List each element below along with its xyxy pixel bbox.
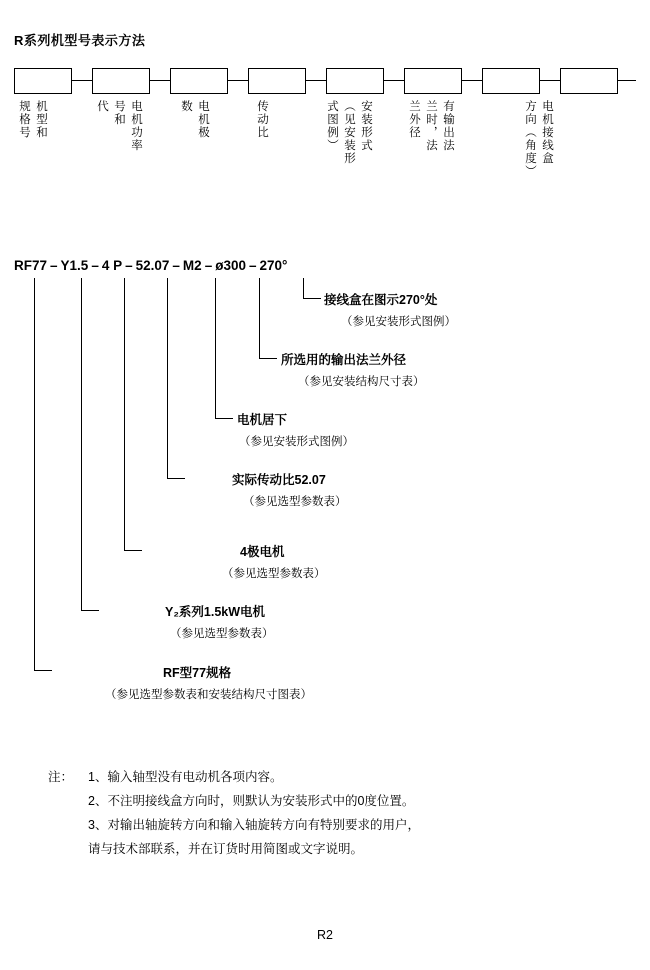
- structure-box-6: [404, 68, 462, 94]
- column-label-1: [14, 100, 48, 139]
- column-label-2: [92, 100, 143, 152]
- column-label-6: [404, 100, 455, 152]
- column-label-6-line-1: 有输出法: [442, 100, 454, 152]
- column-label-1-line-1: 机型和: [35, 100, 47, 139]
- structure-box-3: [170, 68, 228, 94]
- leader-terminal-horizontal: [303, 298, 321, 299]
- note-2-body: 不注明接线盒方向时，则默认为安装形式中的0度位置。: [107, 794, 415, 808]
- annotation-power-sub: （参见选型参数表）: [170, 628, 274, 640]
- code-segment-terminal: 270°: [259, 258, 288, 273]
- annotation-terminal-main: 接线盒在图示270°处: [324, 293, 438, 307]
- leader-poles-vertical: [124, 278, 125, 550]
- leader-poles-horizontal: [124, 550, 142, 551]
- column-label-2-line-3: 代: [96, 100, 108, 113]
- note-2-number: 2、: [88, 794, 108, 808]
- column-label-2-line-1: 电机功率: [130, 100, 142, 152]
- leader-model-vertical: [34, 278, 35, 670]
- code-separator-1: –: [50, 258, 58, 273]
- leader-ratio-vertical: [167, 278, 168, 478]
- note-2-row: [48, 789, 420, 813]
- column-label-6-line-3: 兰外径: [408, 100, 420, 139]
- leader-flange-horizontal: [259, 358, 277, 359]
- notes-label: 注：: [48, 770, 74, 784]
- code-separator-6: –: [248, 258, 257, 273]
- column-label-3: [176, 100, 210, 139]
- structure-box-7: [482, 68, 540, 94]
- notes-block: [48, 765, 420, 861]
- column-label-4-line-1: 传动比: [256, 100, 268, 139]
- annotation-model-sub: （参见选型参数表和安装结构尺寸图表）: [105, 689, 312, 701]
- code-structure-boxes: [14, 68, 636, 94]
- code-segment-mounting: M2: [182, 258, 202, 273]
- column-label-4: [252, 100, 269, 139]
- structure-box-4: [248, 68, 306, 94]
- notes-label-row: [48, 765, 420, 789]
- leader-mounting-vertical: [215, 278, 216, 418]
- annotation-terminal-sub: （参见安装形式图例）: [341, 316, 456, 328]
- code-segment-power: Y1.5: [60, 258, 89, 273]
- structure-box-8: [560, 68, 618, 94]
- column-label-5-line-3: 式图例）: [326, 100, 338, 152]
- annotation-flange-main: 所选用的输出法兰外径: [281, 353, 407, 367]
- column-label-1-line-2: 规格号: [18, 100, 30, 139]
- column-label-5-line-2: （见安装形: [343, 100, 355, 165]
- note-1-text: [88, 765, 282, 789]
- annotation-model-main: RF型77规格: [163, 666, 232, 680]
- note-1-body: 输入轴型没有电动机各项内容。: [107, 770, 283, 784]
- code-separator-5: –: [204, 258, 213, 273]
- note-2-text: [88, 789, 414, 813]
- annotation-poles-sub: （参见选型参数表）: [222, 568, 326, 580]
- note-3-spacer: [48, 813, 88, 837]
- code-segment-ratio: 52.07: [135, 258, 170, 273]
- leader-ratio-horizontal: [167, 478, 185, 479]
- note-3-body: 对输出轴旋转方向和输入轴旋转方向有特别要求的用户，: [107, 818, 420, 832]
- structure-box-5: [326, 68, 384, 94]
- annotation-flange-sub: （参见安装结构尺寸表）: [298, 376, 425, 388]
- column-label-3-line-2: 数: [180, 100, 192, 113]
- column-label-5-line-1: 安装形式: [360, 100, 372, 152]
- leader-power-horizontal: [81, 610, 99, 611]
- leader-model-horizontal: [34, 670, 52, 671]
- code-segment-model: RF77: [14, 258, 48, 273]
- annotation-ratio-sub: （参见选型参数表）: [243, 496, 347, 508]
- column-label-6-line-2: 兰时，法: [425, 100, 437, 152]
- note-2-spacer: [48, 789, 88, 813]
- leader-mounting-horizontal: [215, 418, 233, 419]
- annotation-mounting-sub: （参见安装形式图例）: [239, 436, 354, 448]
- code-separator-3: –: [125, 258, 133, 273]
- leader-terminal-vertical: [303, 278, 304, 298]
- code-separator-4: –: [172, 258, 180, 273]
- note-3-text: [88, 813, 420, 837]
- code-separator-2: –: [91, 258, 99, 273]
- column-label-7-line-2: 方向（角度）: [524, 100, 536, 178]
- column-label-7: [520, 100, 554, 178]
- leader-flange-vertical: [259, 278, 260, 358]
- column-label-3-line-1: 电机极: [197, 100, 209, 139]
- note-1-number: 1、: [88, 770, 108, 784]
- annotation-mounting-main: 电机居下: [237, 413, 288, 427]
- column-label-5: [322, 100, 373, 165]
- code-segment-poles: 4 P: [101, 258, 123, 273]
- structure-box-2: [92, 68, 150, 94]
- leader-power-vertical: [81, 278, 82, 610]
- annotation-ratio-main: 实际传动比52.07: [232, 473, 326, 487]
- page-number: R2: [317, 928, 333, 942]
- column-label-7-line-1: 电机接线盒: [541, 100, 553, 165]
- note-3-continuation: 请与技术部联系，并在订货时用简图或文字说明。: [88, 842, 364, 856]
- code-segment-flange: ø300: [215, 258, 246, 273]
- annotation-poles-main: 4极电机: [240, 545, 285, 559]
- column-label-2-line-2: 号和: [113, 100, 125, 126]
- annotation-power-main: Y₂系列1.5kW电机: [165, 605, 266, 619]
- page-title: R系列机型号表示方法: [14, 33, 146, 48]
- note-3-number: 3、: [88, 818, 108, 832]
- note-3-row: [48, 813, 420, 837]
- model-code-line: [14, 258, 287, 273]
- structure-box-1: [14, 68, 72, 94]
